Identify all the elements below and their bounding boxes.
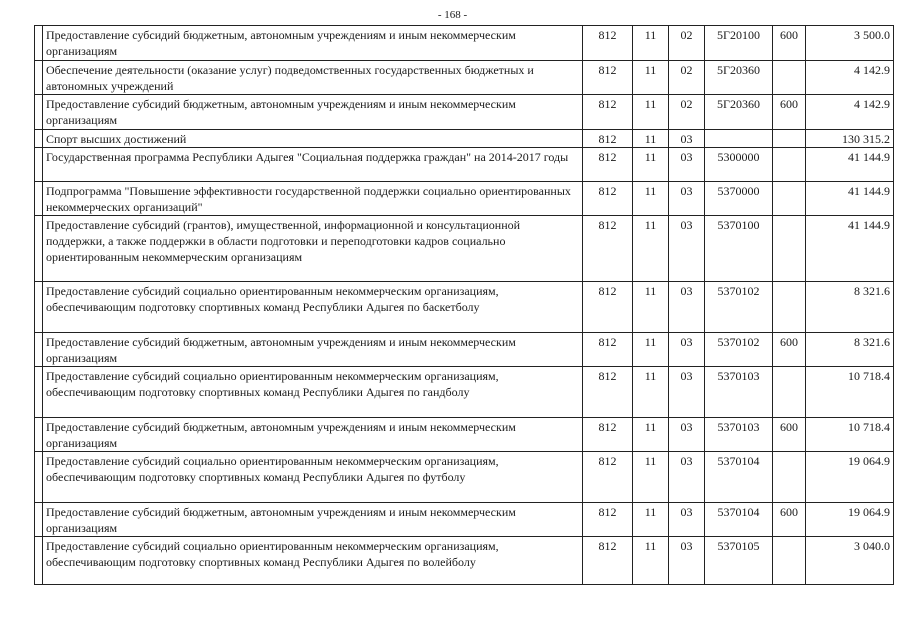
row-amount: 41 144.9 (806, 148, 894, 182)
row-margin-cell (35, 537, 43, 585)
row-description: Предоставление субсидий (грантов), имущественной, информационной и консультационной поддержки, а также поддержки в области подготовки и переподготовки кадров социально ориентированным некоммерческим организациям (43, 216, 583, 282)
row-description: Предоставление субсидий бюджетным, автономным учреждениям и иным некоммерческим организациям (43, 333, 583, 367)
row-margin-cell (35, 452, 43, 503)
row-target-article-code: 5Г20360 (705, 61, 773, 95)
row-description: Предоставление субсидий социально ориентированным некоммерческим организациям, обеспечивающим подготовку спортивных команд Республики Адыгея по гандболу (43, 367, 583, 418)
row-subsection-code: 02 (669, 95, 705, 130)
row-amount: 19 064.9 (806, 452, 894, 503)
row-subsection-code: 03 (669, 452, 705, 503)
row-ved-code: 812 (583, 182, 633, 216)
row-ved-code: 812 (583, 148, 633, 182)
row-target-article-code: 5370104 (705, 503, 773, 537)
row-ved-code: 812 (583, 95, 633, 130)
row-subsection-code: 03 (669, 418, 705, 452)
row-subsection-code: 02 (669, 61, 705, 95)
row-expense-type-code (773, 148, 806, 182)
row-margin-cell (35, 26, 43, 61)
row-expense-type-code: 600 (773, 503, 806, 537)
row-section-code: 11 (633, 333, 669, 367)
row-amount: 4 142.9 (806, 95, 894, 130)
row-target-article-code: 5370100 (705, 216, 773, 282)
row-subsection-code: 03 (669, 216, 705, 282)
table-row (35, 418, 894, 452)
row-subsection-code: 03 (669, 537, 705, 585)
row-description: Предоставление субсидий бюджетным, автономным учреждениям и иным некоммерческим организациям (43, 26, 583, 61)
row-expense-type-code (773, 61, 806, 95)
table-row (35, 216, 894, 282)
row-amount: 10 718.4 (806, 367, 894, 418)
row-target-article-code (705, 130, 773, 148)
row-ved-code: 812 (583, 61, 633, 95)
row-expense-type-code (773, 282, 806, 333)
table-row (35, 182, 894, 216)
row-description: Предоставление субсидий бюджетным, автономным учреждениям и иным некоммерческим организациям (43, 503, 583, 537)
row-ved-code: 812 (583, 367, 633, 418)
row-section-code: 11 (633, 503, 669, 537)
row-section-code: 11 (633, 95, 669, 130)
table-row (35, 367, 894, 418)
table-row (35, 503, 894, 537)
row-ved-code: 812 (583, 537, 633, 585)
row-section-code: 11 (633, 367, 669, 418)
row-amount: 8 321.6 (806, 282, 894, 333)
row-ved-code: 812 (583, 130, 633, 148)
row-subsection-code: 03 (669, 130, 705, 148)
row-margin-cell (35, 367, 43, 418)
row-subsection-code: 03 (669, 182, 705, 216)
row-expense-type-code (773, 537, 806, 585)
page-number: - 168 - (437, 9, 468, 21)
row-amount: 4 142.9 (806, 61, 894, 95)
row-margin-cell (35, 148, 43, 182)
row-ved-code: 812 (583, 282, 633, 333)
row-amount: 10 718.4 (806, 418, 894, 452)
row-ved-code: 812 (583, 418, 633, 452)
row-description: Государственная программа Республики Адыгея "Социальная поддержка граждан" на 2014-2017 годы (43, 148, 583, 182)
row-description: Предоставление субсидий социально ориентированным некоммерческим организациям, обеспечивающим подготовку спортивных команд Республики Адыгея по футболу (43, 452, 583, 503)
row-section-code: 11 (633, 130, 669, 148)
row-section-code: 11 (633, 216, 669, 282)
row-description: Предоставление субсидий бюджетным, автономным учреждениям и иным некоммерческим организациям (43, 95, 583, 130)
row-amount: 8 321.6 (806, 333, 894, 367)
row-section-code: 11 (633, 418, 669, 452)
row-ved-code: 812 (583, 333, 633, 367)
row-margin-cell (35, 130, 43, 148)
row-expense-type-code (773, 367, 806, 418)
table-row (35, 148, 894, 182)
row-target-article-code: 5370000 (705, 182, 773, 216)
table-row (35, 95, 894, 130)
row-amount: 3 040.0 (806, 537, 894, 585)
row-subsection-code: 03 (669, 282, 705, 333)
row-margin-cell (35, 333, 43, 367)
row-ved-code: 812 (583, 452, 633, 503)
row-subsection-code: 03 (669, 148, 705, 182)
row-description: Подпрограмма "Повышение эффективности государственной поддержки социально ориентированных некоммерческих организаций" (43, 182, 583, 216)
row-target-article-code: 5Г20360 (705, 95, 773, 130)
row-amount: 41 144.9 (806, 182, 894, 216)
row-target-article-code: 5370102 (705, 333, 773, 367)
row-expense-type-code (773, 182, 806, 216)
row-description: Обеспечение деятельности (оказание услуг) подведомственных государственных бюджетных и автономных учреждений (43, 61, 583, 95)
row-section-code: 11 (633, 26, 669, 61)
budget-table (34, 25, 894, 585)
table-row (35, 61, 894, 95)
row-subsection-code: 02 (669, 26, 705, 61)
row-section-code: 11 (633, 148, 669, 182)
row-amount: 19 064.9 (806, 503, 894, 537)
row-section-code: 11 (633, 452, 669, 503)
row-target-article-code: 5370102 (705, 282, 773, 333)
table-row (35, 452, 894, 503)
row-section-code: 11 (633, 61, 669, 95)
row-description: Предоставление субсидий социально ориентированным некоммерческим организациям, обеспечивающим подготовку спортивных команд Республики Адыгея по волейболу (43, 537, 583, 585)
table-row (35, 130, 894, 148)
row-margin-cell (35, 282, 43, 333)
row-expense-type-code: 600 (773, 333, 806, 367)
row-margin-cell (35, 216, 43, 282)
row-description: Предоставление субсидий социально ориентированным некоммерческим организациям, обеспечивающим подготовку спортивных команд Республики Адыгея по баскетболу (43, 282, 583, 333)
row-target-article-code: 5Г20100 (705, 26, 773, 61)
row-margin-cell (35, 61, 43, 95)
table-row (35, 333, 894, 367)
row-subsection-code: 03 (669, 503, 705, 537)
table-row (35, 26, 894, 61)
row-section-code: 11 (633, 182, 669, 216)
table-row (35, 282, 894, 333)
row-expense-type-code: 600 (773, 418, 806, 452)
row-description: Предоставление субсидий бюджетным, автономным учреждениям и иным некоммерческим организациям (43, 418, 583, 452)
table-row (35, 537, 894, 585)
row-margin-cell (35, 182, 43, 216)
row-amount: 130 315.2 (806, 130, 894, 148)
row-subsection-code: 03 (669, 333, 705, 367)
row-target-article-code: 5370103 (705, 418, 773, 452)
row-target-article-code: 5370103 (705, 367, 773, 418)
row-amount: 3 500.0 (806, 26, 894, 61)
row-expense-type-code: 600 (773, 26, 806, 61)
row-expense-type-code (773, 216, 806, 282)
row-target-article-code: 5300000 (705, 148, 773, 182)
row-target-article-code: 5370104 (705, 452, 773, 503)
row-section-code: 11 (633, 537, 669, 585)
row-section-code: 11 (633, 282, 669, 333)
row-expense-type-code (773, 130, 806, 148)
row-margin-cell (35, 418, 43, 452)
row-target-article-code: 5370105 (705, 537, 773, 585)
row-ved-code: 812 (583, 26, 633, 61)
row-ved-code: 812 (583, 216, 633, 282)
row-margin-cell (35, 503, 43, 537)
row-description: Спорт высших достижений (43, 130, 583, 148)
row-expense-type-code (773, 452, 806, 503)
row-subsection-code: 03 (669, 367, 705, 418)
row-ved-code: 812 (583, 503, 633, 537)
row-margin-cell (35, 95, 43, 130)
row-amount: 41 144.9 (806, 216, 894, 282)
row-expense-type-code: 600 (773, 95, 806, 130)
